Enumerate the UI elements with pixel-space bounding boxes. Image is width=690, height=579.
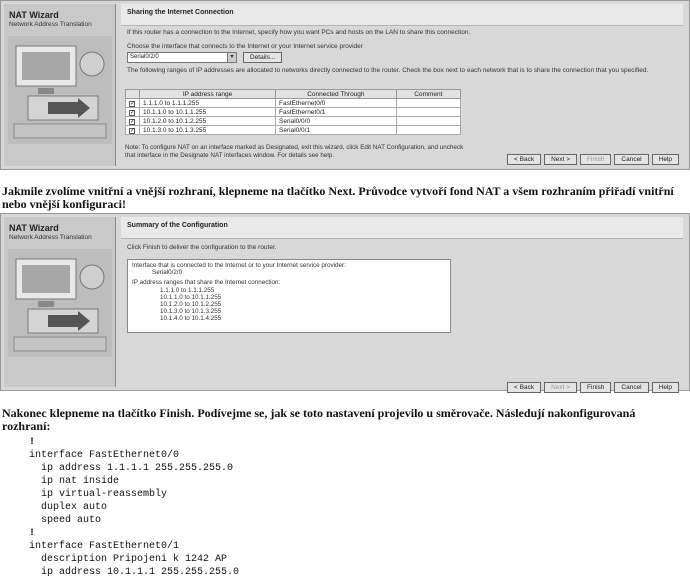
range-cell: 10.1.1.0 to 10.1.1.255 <box>140 108 276 117</box>
wizard-sidebar <box>4 4 116 166</box>
comment-cell <box>396 99 460 108</box>
config-line: duplex auto <box>29 502 108 513</box>
interface-select-value: Serial0/2/0 <box>130 54 159 60</box>
summary-interface: Serial0/2/0 <box>152 269 183 277</box>
share-checkbox[interactable]: ✓ <box>130 109 136 116</box>
table-row <box>126 117 461 126</box>
ranges-description: The following ranges of IP addresses are allocated to networks directly connected to the router. Check the box next to each network that is to share the connection that you specified. <box>127 67 649 74</box>
config-line: ip virtual-reassembly <box>29 489 168 500</box>
through-cell: Serial0/0/1 <box>276 126 397 135</box>
summary-range: 10.1.3.0 to 10.1.3.255 <box>160 308 222 316</box>
finish-button[interactable]: Finish <box>580 154 611 165</box>
through-cell: FastEthernet0/0 <box>276 99 397 108</box>
summary-range: 1.1.1.0 to 1.1.1.255 <box>160 286 215 294</box>
help-button[interactable]: Help <box>652 154 679 165</box>
through-cell: FastEthernet0/1 <box>276 108 397 117</box>
back-button[interactable]: < Back <box>507 382 541 393</box>
wizard-button-bar <box>507 382 679 393</box>
back-button[interactable]: < Back <box>507 154 541 165</box>
next-button[interactable]: Next > <box>544 154 577 165</box>
share-checkbox[interactable]: ✓ <box>130 100 136 107</box>
wizard-intro-text: Click Finish to deliver the configuration to the router. <box>127 244 277 251</box>
range-cell: 10.1.3.0 to 10.1.3.255 <box>140 126 276 135</box>
summary-textbox[interactable] <box>127 259 451 333</box>
table-row <box>126 126 461 135</box>
column-header-range: IP address range <box>140 90 276 99</box>
ip-ranges-table <box>125 89 461 135</box>
paragraph-next-step: Jakmile zvolíme vnitřní a vnější rozhraní, klepneme na tlačítko Next. Průvodce vytvoří fond NAT a všem rozhraním přiřadí vnitřní nebo vnější konfiguraci! <box>2 184 674 211</box>
config-line: ! <box>29 437 36 448</box>
wizard-window-sharing <box>0 0 690 170</box>
summary-range: 10.1.1.0 to 10.1.1.255 <box>160 293 222 301</box>
summary-range: 10.1.4.0 to 10.1.4.255 <box>160 315 222 323</box>
wizard-title: NAT Wizard <box>9 223 59 233</box>
next-button[interactable]: Next > <box>544 382 577 393</box>
summary-line: Interface that is connected to the Internet or to your Internet service provider: <box>132 262 346 269</box>
wizard-title: NAT Wizard <box>9 10 59 20</box>
wizard-button-bar <box>507 154 679 165</box>
config-line: interface FastEthernet0/1 <box>29 541 180 552</box>
wizard-content <box>121 217 683 391</box>
config-line: ip address 10.1.1.1 255.255.255.0 <box>29 567 240 578</box>
summary-range: 10.1.2.0 to 10.1.2.255 <box>160 301 222 309</box>
config-line: ip nat inside <box>29 476 120 487</box>
cancel-button[interactable]: Cancel <box>614 154 648 165</box>
range-cell: 1.1.1.0 to 1.1.1.255 <box>140 99 276 108</box>
share-checkbox[interactable]: ✓ <box>130 118 136 125</box>
wizard-subtitle: Network Address Translation <box>9 234 92 241</box>
table-row <box>126 99 461 108</box>
column-header-comment: Comment <box>396 90 460 99</box>
share-checkbox[interactable]: ✓ <box>130 127 136 134</box>
summary-line: IP address ranges that share the Internet connection: <box>132 279 281 287</box>
details-button[interactable]: Details... <box>243 52 282 63</box>
config-line: ! <box>29 528 36 539</box>
wizard-window-summary <box>0 213 690 391</box>
config-line: interface FastEthernet0/0 <box>29 450 180 461</box>
wizard-step-header: Summary of the Configuration <box>121 217 683 239</box>
wizard-sidebar <box>4 217 116 387</box>
wizard-step-header: Sharing the Internet Connection <box>121 4 683 26</box>
finish-button[interactable]: Finish <box>580 382 611 393</box>
checkbox-column-header <box>126 90 140 99</box>
comment-cell <box>396 117 460 126</box>
paragraph-finish-step: Nakonec klepneme na tlačítko Finish. Podívejme se, jak se toto nastavení projevilo u směrovače. Následují nakonfigurovaná rozhraní: <box>2 406 636 433</box>
wizard-content <box>121 4 683 166</box>
wizard-illustration-icon <box>8 36 112 144</box>
wizard-illustration-icon <box>8 249 112 357</box>
table-header-row <box>126 90 461 99</box>
comment-cell <box>396 126 460 135</box>
column-header-through: Connected Through <box>276 90 397 99</box>
config-line: speed auto <box>29 515 102 526</box>
wizard-intro-text: If this router has a connection to the Internet, specify how you want PCs and hosts on the LAN to share this connection. <box>127 29 471 36</box>
nat-note: Note: To configure NAT on an interface marked as Designated, exit this wizard, click Edit NAT Configuration, and uncheck that interface in the Designate NAT interfaces window. For details see help. <box>125 144 464 159</box>
chevron-down-icon[interactable]: ▾ <box>227 53 236 62</box>
through-cell: Serial0/0/0 <box>276 117 397 126</box>
choose-interface-label: Choose the interface that connects to the Internet or your Internet service provider <box>127 43 363 50</box>
config-listing <box>29 436 239 579</box>
cancel-button[interactable]: Cancel <box>614 382 648 393</box>
comment-cell <box>396 108 460 117</box>
wizard-subtitle: Network Address Translation <box>9 21 92 28</box>
interface-select[interactable] <box>127 52 237 63</box>
help-button[interactable]: Help <box>652 382 679 393</box>
range-cell: 10.1.2.0 to 10.1.2.255 <box>140 117 276 126</box>
table-row <box>126 108 461 117</box>
config-line: ip address 1.1.1.1 255.255.255.0 <box>29 463 234 474</box>
config-line: description Pripojeni k 1242 AP <box>29 554 228 565</box>
